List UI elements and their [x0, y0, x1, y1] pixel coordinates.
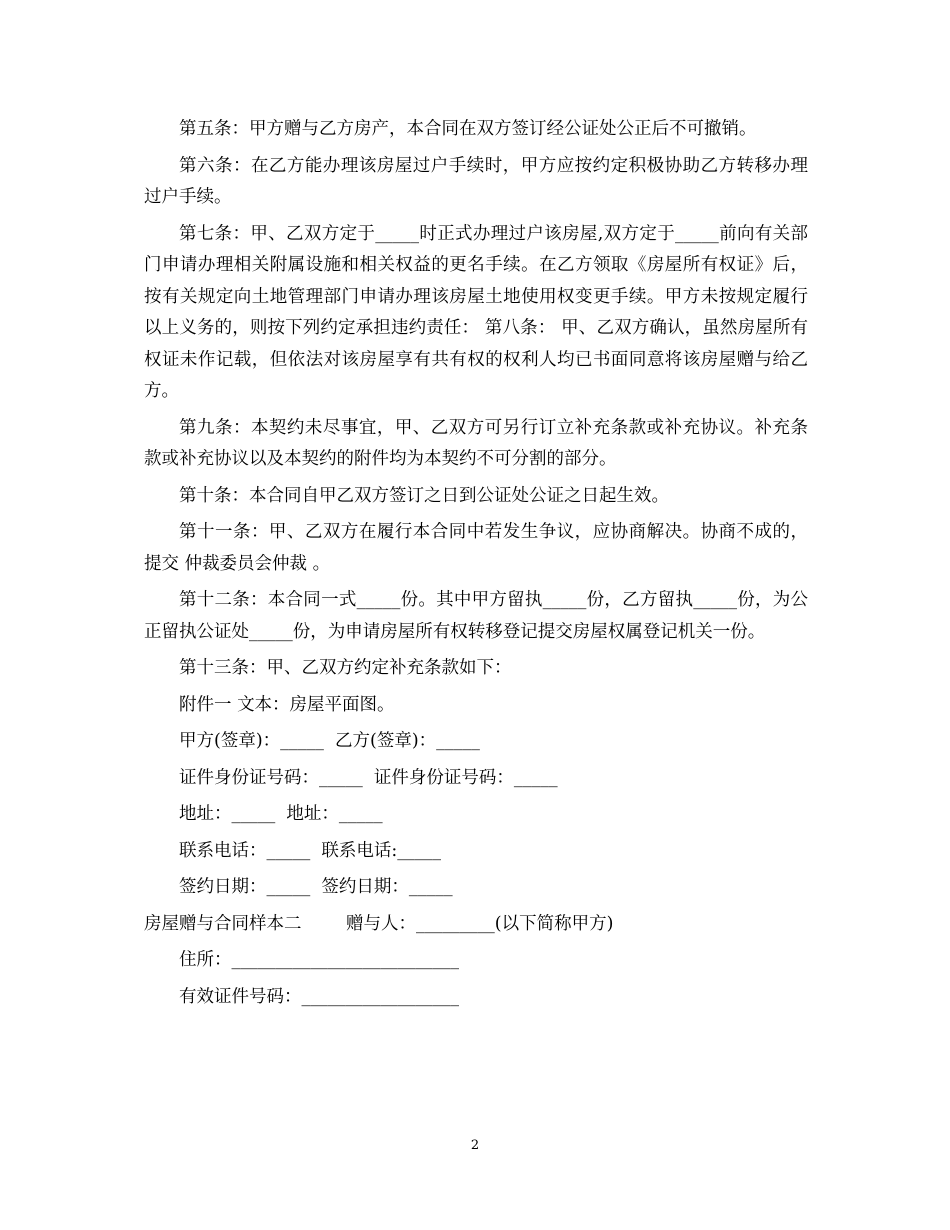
attachment-line: 附件一 文本：房屋平面图。 — [179, 694, 395, 715]
residence-line: 住所：__________________________ — [179, 950, 459, 970]
sign-date-line: 签约日期：_____ 签约日期：_____ — [179, 877, 453, 897]
id-number-line: 证件身份证号码：_____ 证件身份证号码：_____ — [179, 767, 558, 788]
article-10: 第十条：本合同自甲乙双方签订之日到公证处公证之日起生效。 — [179, 485, 669, 506]
article-13: 第十三条：甲、乙双方约定补充条款如下： — [179, 658, 512, 678]
article-6: 第六条：在乙方能办理该房屋过户手续时，甲方应按约定积极协助乙方转移办理过户手续。 — [144, 155, 808, 207]
article-12: 第十二条：本合同一式_____份。其中甲方留执_____份，乙方留执_____份，为公正留执公证处_____份，为申请房屋所有权转移登记提交房屋权属登记机关一份。 — [144, 590, 808, 642]
article-5: 第五条：甲方赠与乙方房产，本合同在双方签订经公证处公正后不可撤销。 — [179, 119, 757, 139]
page-number: 2 — [470, 1138, 480, 1153]
second-contract-heading: 房屋赠与合同样本二 赠与人：_________(以下简称甲方) — [144, 913, 614, 934]
phone-line: 联系电话：_____ 联系电话:_____ — [179, 840, 442, 861]
document-body — [144, 114, 808, 1018]
article-11: 第十一条：甲、乙双方在履行本合同中若发生争议，应协商解决。协商不成的，提交 仲裁委员会仲裁 。 — [144, 522, 808, 574]
signature-line: 甲方(签章)：_____ 乙方(签章)：_____ — [179, 731, 480, 751]
article-9: 第九条：本契约未尽事宜，甲、乙双方可另行订立补充条款或补充协议。补充条款或补充协议以及本契约的附件均为本契约不可分割的部分。 — [144, 417, 808, 469]
address-line: 地址：_____ 地址：_____ — [179, 804, 383, 824]
article-7-8: 第七条：甲、乙双方定于_____时正式办理过户该房屋,双方定于_____前向有关部门申请办理相关附属设施和相关权益的更名手续。在乙方领取《房屋所有权证》后，按有关规定向土地管理部门申请办理该房屋土地使用权变更手续。甲方未按规定履行以上义务的，则按下列约定承担违约责任： 第八条： 甲、乙双方确认，虽然房屋所有权证未作记载，但依法对该房屋享有共有权的权利人均已书面同意将该房屋赠与给乙方。 — [144, 223, 808, 401]
valid-id-line: 有效证件号码：__________________ — [179, 986, 459, 1007]
